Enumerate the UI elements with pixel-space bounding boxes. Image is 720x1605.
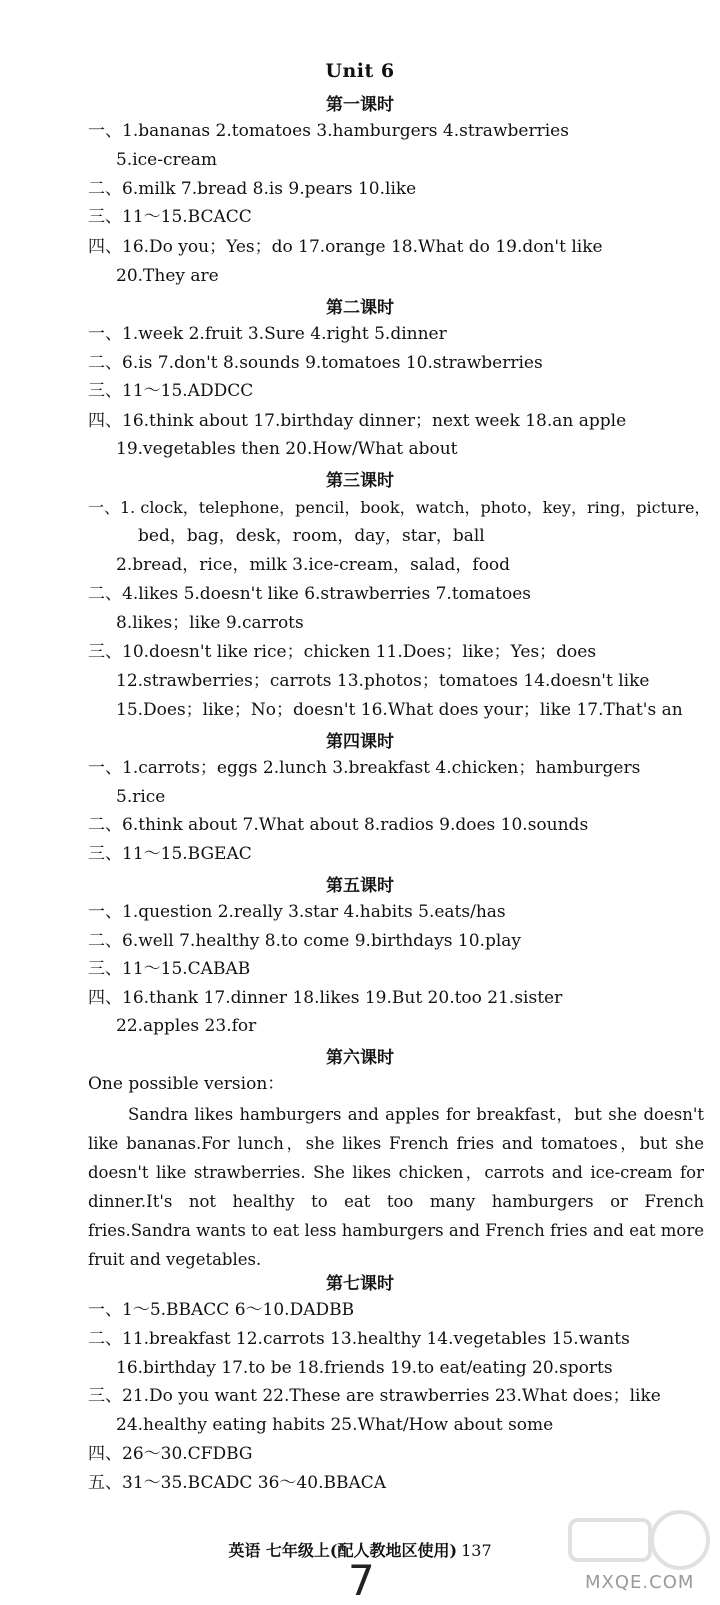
answer-line: 一、1.question 2.really 3.star 4.habits 5.eats/has [88, 902, 506, 922]
answer-line: 一、1.week 2.fruit 3.Sure 4.right 5.dinner [88, 324, 447, 344]
lesson-7-heading: 第七课时 [326, 1274, 394, 1294]
answer-line: 2.bread，rice，milk 3.ice-cream，salad，food [116, 555, 511, 575]
answer-line: 二、11.breakfast 12.carrots 13.healthy 14.vegetables 15.wants [88, 1329, 630, 1349]
lesson-2-heading: 第二课时 [326, 298, 394, 318]
answer-line: 三、11～15.BGEAC [88, 844, 252, 864]
answer-line: 5.ice-cream [116, 150, 217, 170]
answer-line: 22.apples 23.for [116, 1016, 257, 1036]
lesson-1-heading: 第一课时 [326, 95, 394, 115]
answer-line: 二、6.is 7.don't 8.sounds 9.tomatoes 10.strawberries [88, 353, 543, 373]
answer-line: 5.rice [116, 787, 166, 807]
answer-line: 三、11～15.ADDCC [88, 381, 254, 401]
answer-line: 24.healthy eating habits 25.What/How about some [116, 1415, 554, 1435]
answer-line: 二、6.milk 7.bread 8.is 9.pears 10.like [88, 179, 417, 199]
answer-line: 20.They are [116, 266, 219, 286]
answer-line: 三、21.Do you want 22.These are strawberries 23.What does；like [88, 1386, 661, 1406]
answer-line: 三、10.doesn't like rice；chicken 11.Does；like；Yes；does [88, 642, 597, 662]
answer-line: 一、1～5.BBACC 6～10.DADBB [88, 1300, 355, 1320]
model-essay: Sandra likes hamburgers and apples for breakfast，but she doesn't like bananas.For lunch，she likes French fries and tomatoes，but she doesn't like strawberries. She likes chicken，carrots and ice-cream for dinner.It's not healthy to eat too many hamburgers or French fries.Sandra wants to eat less hamburgers and French fries and eat more fruit and vegetables. [88, 1105, 704, 1269]
answer-line: 8.likes；like 9.carrots [116, 613, 304, 633]
answer-line: 四、16.think about 17.birthday dinner；next week 18.an apple [88, 411, 627, 431]
answer-line: bed，bag，desk，room，day，star，ball [138, 526, 485, 546]
answer-line: 二、4.likes 5.doesn't like 6.strawberries 7.tomatoes [88, 584, 532, 604]
answer-line: 15.Does；like；No；doesn't 16.What does your；like 17.That's an [116, 700, 683, 720]
answer-line: 四、16.Do you；Yes；do 17.orange 18.What do 19.don't like [88, 237, 603, 257]
answer-line: 一、1.bananas 2.tomatoes 3.hamburgers 4.strawberries [88, 121, 569, 141]
answer-line: 一、1.carrots；eggs 2.lunch 3.breakfast 4.chicken；hamburgers [88, 758, 641, 778]
page-number: 137 [461, 1541, 492, 1560]
answer-line: 19.vegetables then 20.How/What about [116, 439, 458, 459]
answer-line: 四、26～30.CFDBG [88, 1444, 253, 1464]
lesson-6-heading: 第六课时 [326, 1048, 394, 1068]
answer-line: 三、11～15.CABAB [88, 959, 251, 979]
footer-text: 英语 七年级上(配人教地区使用) [228, 1541, 458, 1560]
answer-line: 二、6.well 7.healthy 8.to come 9.birthdays 10.play [88, 931, 522, 951]
lesson-4-heading: 第四课时 [326, 732, 394, 752]
answer-line: 四、16.thank 17.dinner 18.likes 19.But 20.too 21.sister [88, 988, 563, 1008]
watermark-text: MXQE.COM [585, 1572, 695, 1593]
lesson-5-heading: 第五课时 [326, 876, 394, 896]
answer-line: 12.strawberries；carrots 13.photos；tomatoes 14.doesn't like [116, 671, 650, 691]
answer-line: 三、11～15.BCACC [88, 207, 252, 227]
answer-line: One possible version： [88, 1074, 285, 1094]
answer-line: 二、6.think about 7.What about 8.radios 9.does 10.sounds [88, 815, 589, 835]
lesson-3-heading: 第三课时 [326, 471, 394, 491]
page-stamp: 7 [348, 1556, 375, 1605]
answer-line: 五、31～35.BCADC 36～40.BBACA [88, 1473, 387, 1493]
answer-line: 16.birthday 17.to be 18.friends 19.to eat/eating 20.sports [116, 1358, 613, 1378]
unit-title: Unit 6 [325, 60, 395, 82]
answer-line: 一、1. clock，telephone，pencil，book，watch，photo，key，ring，picture， [88, 498, 711, 517]
